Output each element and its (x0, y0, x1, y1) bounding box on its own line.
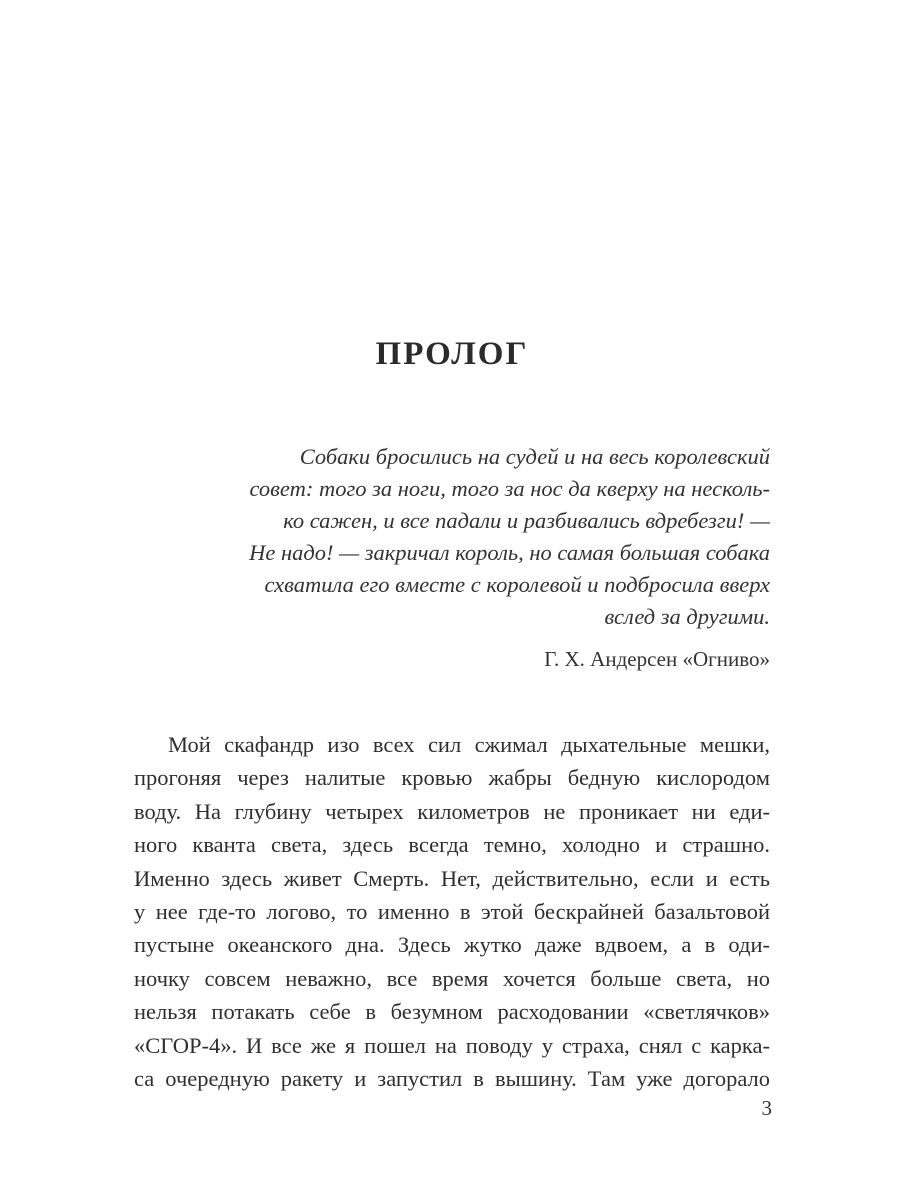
chapter-title: ПРОЛОГ (375, 336, 529, 372)
epigraph-attribution: Г. Х. Андерсен «Огниво» (544, 647, 770, 671)
body-line: пустыне океанского дна. Здесь жутко даже вдвоем, а в оди- (134, 932, 770, 958)
body-line: са очередную ракету и запустил в вышину. Там уже догорало (134, 1066, 770, 1092)
epigraph-line: вслед за другими. (604, 604, 770, 629)
epigraph-line: схватила его вместе с королевой и подбросила вверх (264, 572, 770, 597)
body-line: ночку совсем неважно, все время хочется больше света, но (134, 965, 770, 991)
body-line: Мой скафандр изо всех сил сжимал дыхательные мешки, (168, 732, 770, 757)
body-line: «СГОР-4». И все же я пошел на поводу у страха, снял с карка- (134, 1032, 770, 1058)
body-line: прогоняя через налитые кровью жабры бедную кислородом (134, 765, 770, 791)
body-paragraph (134, 728, 770, 1095)
body-line: нельзя потакать себе в безумном расходовании «светлячков» (134, 999, 770, 1025)
epigraph-line: совет: того за ноги, того за нос да кверху на несколь- (249, 476, 770, 501)
epigraph-line: Собаки бросились на судей и на весь королевский (299, 444, 770, 469)
epigraph (134, 441, 770, 673)
epigraph-line: ко сажен, и все падали и разбивались вдребезги! — (283, 508, 770, 533)
body-line: Именно здесь живет Смерть. Нет, действительно, если и есть (134, 865, 770, 891)
page-number: 3 (761, 1096, 772, 1120)
body-line: воду. На глубину четырех километров не проникает ни еди- (134, 798, 770, 824)
body-line: у нее где-то логово, то именно в этой бескрайней базальтовой (134, 899, 770, 925)
body-line: ного кванта света, здесь всегда темно, холодно и страшно. (134, 832, 770, 858)
epigraph-line: Не надо! — закричал король, но самая большая собака (249, 540, 770, 565)
